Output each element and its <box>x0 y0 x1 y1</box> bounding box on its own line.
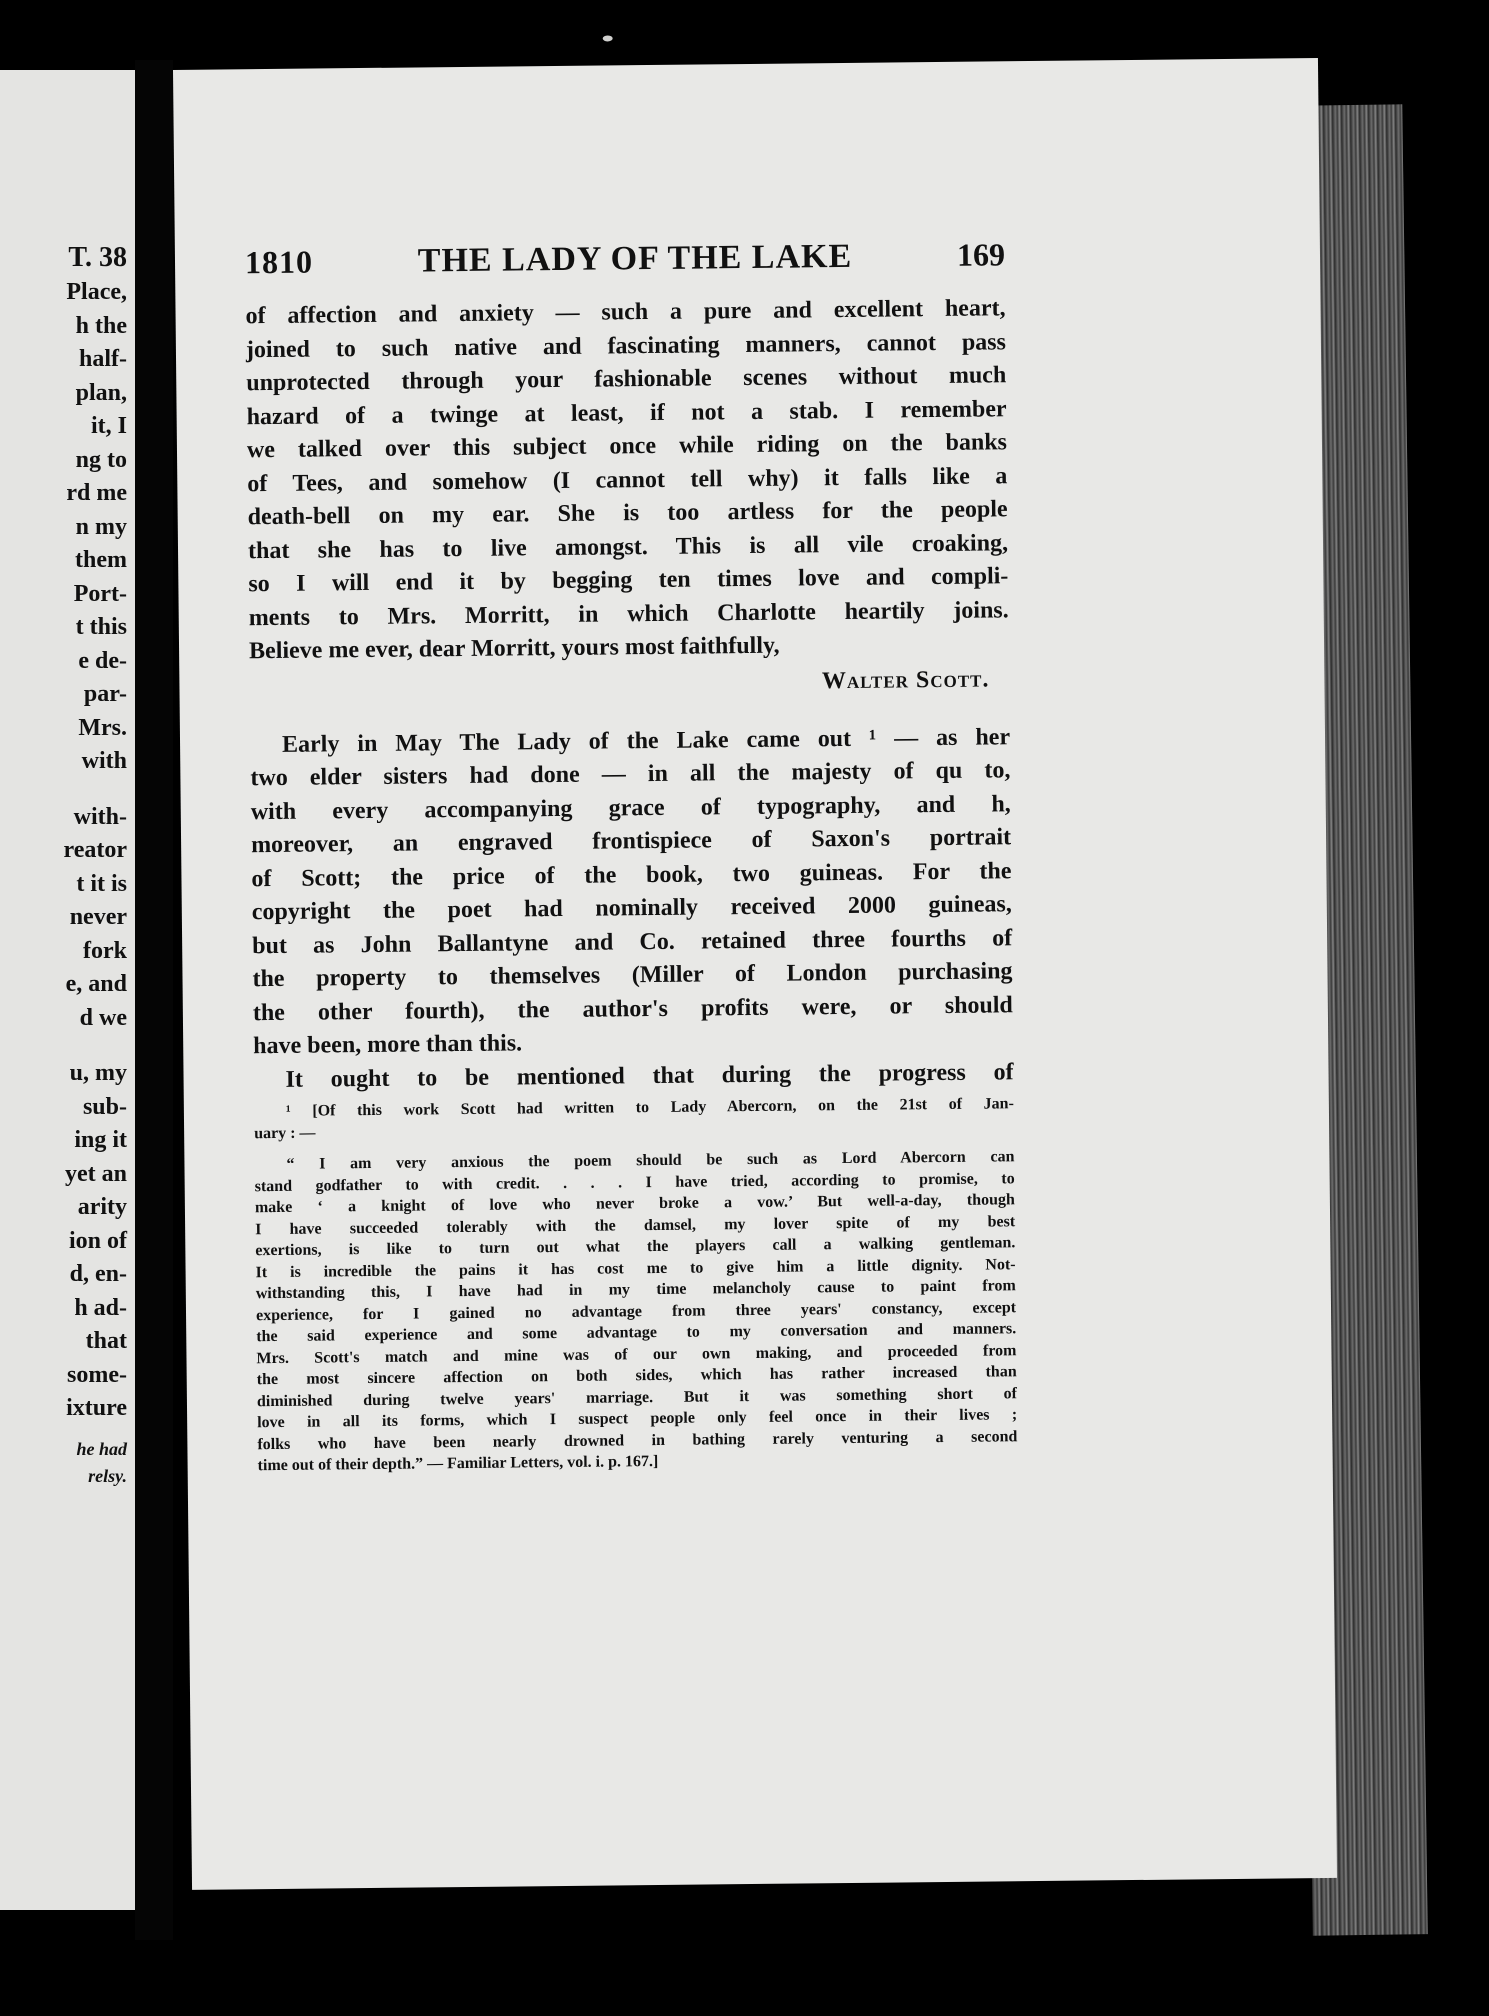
text-line: Believe me ever, dear Morritt, yours most faithfully, <box>248 632 780 665</box>
page-content <box>245 236 1018 1476</box>
previous-page-line: that <box>85 1328 127 1354</box>
footnote-line: uary : — <box>254 1124 316 1142</box>
footnote-line: withstanding this, I have had in my time melancholy cause to paint from <box>255 1277 1016 1303</box>
footnote-line: “ I am very anxious the poem should be such as Lord Abercorn can <box>286 1148 1015 1173</box>
footnote-line: make ‘ a knight of love who never broke a vow.’ But well-a-day, though <box>254 1191 1015 1217</box>
text-line: It ought to be mentioned that during the progress of <box>285 1058 1014 1093</box>
previous-page-line: d we <box>79 1004 127 1031</box>
text-line: copyright the poet had nominally received 2000 guineas, <box>251 891 1012 926</box>
footnote <box>254 1093 1018 1476</box>
previous-page-line: ixture <box>66 1395 127 1421</box>
text-line: but as John Ballantyne and Co. retained three fourths of <box>252 924 1013 959</box>
scan-speck <box>603 35 613 41</box>
previous-page-line: with- <box>73 803 127 830</box>
text-line: we talked over this subject once while riding on the banks <box>246 429 1008 464</box>
page-number: 169 <box>956 236 1006 273</box>
previous-page-line: it, I <box>91 413 127 439</box>
footnote-line: love in all its forms, which I suspect people only feel once in their lives ; <box>257 1406 1018 1432</box>
previous-page-line: t it is <box>76 870 127 897</box>
footnote-line: folks who have been nearly drowned in bathing rarely venturing a second <box>257 1427 1018 1453</box>
previous-page-line: half- <box>79 346 127 372</box>
text-line: of Tees, and somehow (I cannot tell why) it falls like a <box>247 462 1008 497</box>
previous-page-line: e de- <box>78 647 127 674</box>
previous-page-line: fork <box>83 937 127 964</box>
text-line: with every accompanying grace of typography, and h, <box>250 790 1011 825</box>
text-line: of affection and anxiety — such a pure and excellent heart, <box>245 295 1006 330</box>
footnote-line: stand godfather to with credit. . . . I have tried, according to promise, to <box>254 1169 1015 1195</box>
footnote-line: diminished during twelve years' marriage. But it was something short of <box>256 1384 1017 1410</box>
footnote-line: experience, for I gained no advantage from three years' constancy, except <box>255 1298 1017 1324</box>
text-line: so I will end it by begging ten times love and compli- <box>248 563 1009 598</box>
header-title: THE LADY OF THE LAKE <box>417 237 853 280</box>
previous-page-line: them <box>75 547 127 573</box>
previous-page-line: n my <box>75 513 127 540</box>
footnote-line: the said experience and some advantage to my conversation and manners. <box>256 1320 1017 1346</box>
paragraph-gap <box>63 1426 127 1436</box>
text-line: the other fourth), the author's profits were, or should <box>252 991 1013 1026</box>
previous-page-line: Place, <box>66 279 127 305</box>
previous-page-line: ing it <box>74 1127 127 1153</box>
previous-page-line: yet an <box>65 1160 127 1187</box>
previous-page-text <box>63 240 127 1490</box>
header-year: 1810 <box>244 243 314 281</box>
text-line: hazard of a twinge at least, if not a stab. I remember <box>246 395 1007 430</box>
previous-page-line: Mrs. <box>78 714 127 741</box>
footnote-line: time out of their depth.” — Familiar Letters, vol. i. p. 167.] <box>257 1452 659 1475</box>
text-line: two elder sisters had done — in all the majesty of qu to, <box>250 757 1011 792</box>
footnote-line: ¹ [Of this work Scott had written to Lady Abercorn, on the 21st of Jan- <box>285 1095 1014 1120</box>
letter-paragraph <box>245 292 1009 668</box>
text-line: Early in May The Lady of the Lake came out ¹ — as her <box>281 723 1011 758</box>
previous-page-line: Port- <box>73 580 127 607</box>
previous-page-footnote-line: he had <box>76 1438 127 1459</box>
previous-page-line: ng to <box>75 446 127 473</box>
book-gutter <box>135 60 173 1940</box>
previous-page-line: plan, <box>75 379 127 406</box>
text-line: ments to Mrs. Morritt, in which Charlotte heartily joins. <box>248 596 1009 631</box>
previous-page-line: sub- <box>82 1093 127 1120</box>
previous-page-line: u, my <box>69 1060 127 1086</box>
previous-page-footnote-line: relsy. <box>88 1465 127 1486</box>
page <box>173 58 1337 1890</box>
text-line: the property to themselves (Miller of London purchasing <box>252 958 1013 993</box>
footnote-line: Mrs. Scott's match and mine was of our own making, and proceeded from <box>256 1341 1017 1367</box>
footnote-line: It is incredible the pains it has cost me to give him a little dignity. Not- <box>255 1255 1016 1281</box>
text-line: have been, more than this. <box>253 1030 523 1060</box>
running-header <box>245 236 1006 300</box>
text-line: death-bell on my ear. She is too artless for the people <box>247 496 1008 531</box>
text-line: of Scott; the price of the book, two guineas. For the <box>251 857 1012 892</box>
text-line: that she has to live amongst. This is all vile croaking, <box>247 529 1009 564</box>
previous-page-line: some- <box>67 1361 127 1388</box>
paragraph-gap <box>63 779 127 801</box>
previous-page-line: d, en- <box>69 1261 127 1287</box>
text-line: joined to such native and fascinating manners, cannot pass <box>245 328 1007 363</box>
signature: Walter Scott. <box>821 665 990 694</box>
previous-page-line: par- <box>83 681 127 707</box>
previous-page-line: h the <box>75 312 127 339</box>
previous-page-line: reator <box>63 837 127 863</box>
previous-page-line: arity <box>77 1194 127 1220</box>
previous-page-line: ion of <box>68 1227 127 1254</box>
text-line: moreover, an engraved frontispiece of Saxon's portrait <box>250 824 1012 859</box>
previous-page-fragment <box>0 70 135 1910</box>
previous-page-line: e, and <box>65 971 127 997</box>
previous-page-line: rd me <box>66 480 127 506</box>
text-line: unprotected through your fashionable scenes without much <box>246 362 1007 397</box>
previous-page-running-head: T. 38 <box>68 242 127 273</box>
footnote-line: the most sincere affection on both sides, which has rather increased than <box>256 1363 1017 1389</box>
previous-page-line: t this <box>75 614 127 640</box>
footnote-line: exertions, is like to turn out what the players call a walking gentleman. <box>255 1234 1016 1260</box>
previous-page-line: with <box>81 748 127 774</box>
footnote-line: I have succeeded tolerably with the damsel, my lover spite of my best <box>255 1212 1016 1238</box>
paragraph-gap <box>63 1035 127 1057</box>
previous-page-line: h ad- <box>74 1294 127 1321</box>
publication-paragraph <box>250 721 1014 1097</box>
previous-page-line: never <box>69 904 127 930</box>
